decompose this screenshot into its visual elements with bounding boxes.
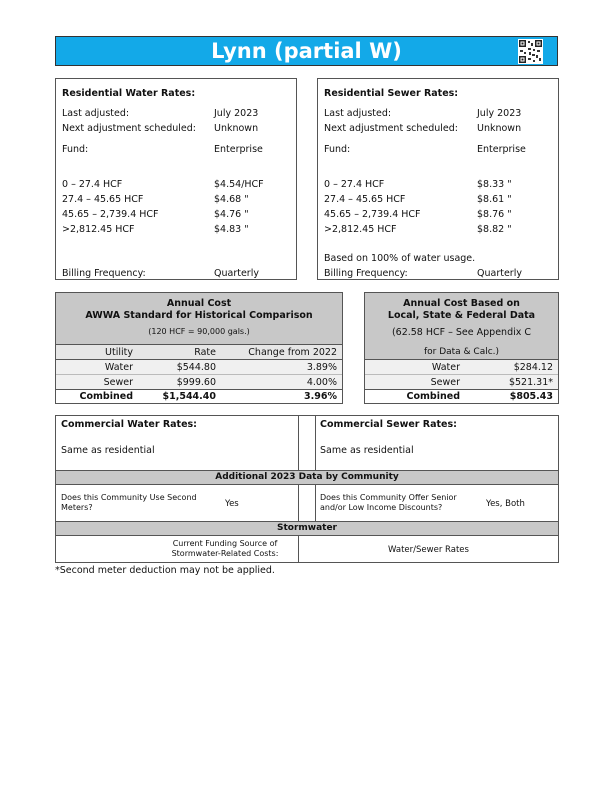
qr-code-icon [518, 39, 543, 64]
local-combined-label: Combined [406, 391, 460, 402]
sewer-last-adjusted: July 2023 [477, 108, 522, 119]
water-last-adjusted: July 2023 [214, 108, 259, 119]
sewer-tier-rate: $8.33 " [477, 179, 512, 190]
local-title-2: Local, State & Federal Data [387, 310, 536, 321]
local-combined-rate: $805.43 [509, 391, 553, 402]
second-meters-question: Does this Community Use Second Meters? [61, 493, 197, 512]
awwa-annual-cost-table [55, 292, 343, 404]
discounts-answer: Yes, Both [486, 499, 525, 509]
awwa-subtitle: (120 HCF = 90,000 gals.) [148, 327, 250, 336]
commercial-water-heading: Commercial Water Rates: [61, 419, 197, 430]
water-tier-rate: $4.68 " [214, 194, 249, 205]
awwa-col-rate: Rate [194, 347, 216, 358]
water-fund: Enterprise [214, 144, 263, 155]
sewer-tier-range: 0 – 27.4 HCF [324, 179, 385, 190]
awwa-title-2: AWWA Standard for Historical Comparison [85, 310, 313, 321]
water-tier-range: >2,812.45 HCF [62, 224, 135, 235]
sewer-tier-rate: $8.82 " [477, 224, 512, 235]
awwa-rate: $544.80 [176, 362, 216, 373]
additional-heading: Additional 2023 Data by Community [215, 472, 399, 482]
awwa-rate: $999.60 [176, 377, 216, 388]
sewer-fund: Enterprise [477, 144, 526, 155]
stormwater-question: Current Funding Source of Stormwater-Related Costs: [171, 539, 279, 558]
local-annual-cost-table [364, 292, 559, 404]
water-tier-rate: $4.54/HCF [214, 179, 264, 190]
title-bar [55, 36, 558, 66]
residential-sewer-box [317, 78, 559, 280]
local-subtitle-1: (62.58 HCF – See Appendix C [391, 327, 532, 338]
awwa-change: 4.00% [306, 377, 337, 388]
awwa-change: 3.89% [306, 362, 337, 373]
footnote: *Second meter deduction may not be applied. [55, 565, 275, 576]
sewer-next: Unknown [477, 123, 522, 134]
water-fund-label: Fund: [62, 144, 89, 155]
sewer-billing: Quarterly [477, 268, 522, 279]
water-heading: Residential Water Rates: [62, 88, 196, 99]
sewer-tier-range: >2,812.45 HCF [324, 224, 397, 235]
awwa-combined-change: 3.96% [304, 391, 337, 402]
water-last-adjusted-label: Last adjusted: [62, 108, 130, 119]
local-title-1: Annual Cost Based on [403, 298, 520, 309]
second-meters-answer: Yes [225, 499, 239, 509]
sewer-tier-rate: $8.61 " [477, 194, 512, 205]
sewer-note: Based on 100% of water usage. [324, 253, 476, 264]
sewer-tier-range: 45.65 – 2,739.4 HCF [324, 209, 421, 220]
awwa-combined-label: Combined [79, 391, 133, 402]
local-rate: $521.31* [508, 377, 553, 388]
sewer-next-label: Next adjustment scheduled: [324, 123, 459, 134]
commercial-sewer-text: Same as residential [320, 445, 414, 456]
sewer-last-adjusted-label: Last adjusted: [324, 108, 392, 119]
sewer-billing-label: Billing Frequency: [324, 268, 408, 279]
awwa-combined-rate: $1,544.40 [162, 391, 216, 402]
local-subtitle-2: for Data & Calc.) [423, 347, 500, 357]
awwa-utility: Water [104, 362, 133, 373]
sewer-heading: Residential Sewer Rates: [324, 88, 459, 99]
discounts-question: Does this Community Offer Senior and/or Low Income Discounts? [320, 493, 457, 512]
commercial-and-additional-table [55, 415, 559, 563]
stormwater-answer: Water/Sewer Rates [388, 545, 469, 555]
water-tier-rate: $4.83 " [214, 224, 249, 235]
stormwater-heading: Stormwater [276, 523, 338, 533]
awwa-utility: Sewer [103, 377, 133, 388]
water-tier-range: 27.4 – 45.65 HCF [62, 194, 144, 205]
page-title: Lynn (partial W) [211, 39, 402, 63]
local-utility: Sewer [430, 377, 460, 388]
commercial-water-text: Same as residential [61, 445, 155, 456]
residential-water-box [55, 78, 297, 280]
water-tier-rate: $4.76 " [214, 209, 249, 220]
local-rate: $284.12 [513, 362, 553, 373]
local-utility: Water [431, 362, 460, 373]
commercial-sewer-heading: Commercial Sewer Rates: [320, 419, 457, 430]
sewer-tier-range: 27.4 – 45.65 HCF [324, 194, 406, 205]
sewer-tier-rate: $8.76 " [477, 209, 512, 220]
water-tier-range: 45.65 – 2,739.4 HCF [62, 209, 159, 220]
awwa-col-change: Change from 2022 [248, 347, 337, 358]
awwa-col-utility: Utility [105, 347, 133, 358]
water-billing: Quarterly [214, 268, 259, 279]
awwa-title-1: Annual Cost [166, 298, 232, 309]
water-next-label: Next adjustment scheduled: [62, 123, 197, 134]
sewer-fund-label: Fund: [324, 144, 351, 155]
water-next: Unknown [214, 123, 259, 134]
water-tier-range: 0 – 27.4 HCF [62, 179, 123, 190]
water-billing-label: Billing Frequency: [62, 268, 146, 279]
